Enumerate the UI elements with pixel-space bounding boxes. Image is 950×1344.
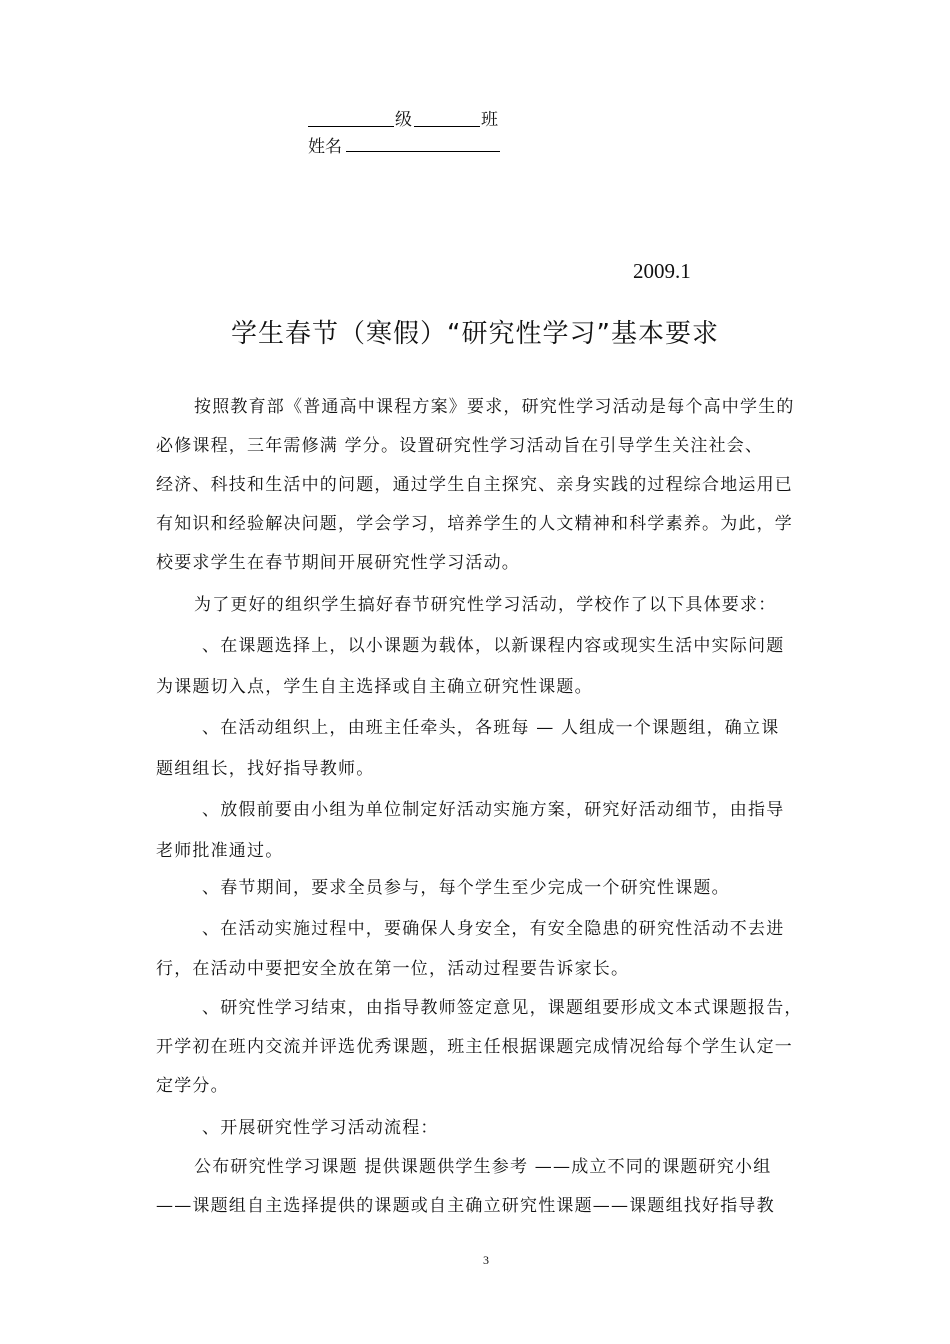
- text-line: 、研究性学习结束，由指导教师签定意见，课题组要形成文本式课题报告，: [202, 998, 803, 1018]
- text-line: 、放假前要由小组为单位制定好活动实施方案，研究好活动细节，由指导: [202, 800, 785, 820]
- text-line: 、在课题选择上，以小课题为载体，以新课程内容或现实生活中实际问题: [202, 636, 785, 656]
- name-label: 姓名: [308, 137, 342, 157]
- text-line: 按照教育部《普通高中课程方案》要求，研究性学习活动是每个高中学生的: [194, 397, 795, 417]
- text-line: 题组组长，找好指导教师。: [156, 759, 375, 779]
- text-line: 有知识和经验解决问题，学会学习，培养学生的人文精神和科学素养。为此，学: [156, 514, 793, 534]
- grade-blank: [308, 110, 394, 127]
- text-line: 、春节期间，要求全员参与，每个学生至少完成一个研究性课题。: [202, 878, 730, 898]
- text-line: 开学初在班内交流并评选优秀课题，班主任根据课题完成情况给每个学生认定一: [156, 1037, 793, 1057]
- page-number: 3: [483, 1253, 489, 1267]
- text-line: 为了更好的组织学生搞好春节研究性学习活动，学校作了以下具体要求：: [194, 595, 777, 615]
- class-label: 班: [481, 110, 498, 130]
- text-line: ——课题组自主选择提供的课题或自主确立研究性课题——课题组找好指导教: [156, 1196, 775, 1216]
- text-line: 老师批准通过。: [156, 841, 284, 861]
- text-line: 、在活动组织上，由班主任牵头，各班每 — 人组成一个课题组，确立课: [202, 718, 780, 738]
- text-line: 行，在活动中要把安全放在第一位，活动过程要告诉家长。: [156, 959, 630, 979]
- document-date: 2009.1: [633, 259, 691, 283]
- text-line: 、开展研究性学习活动流程：: [202, 1118, 439, 1138]
- text-line: 经济、科技和生活中的问题，通过学生自主探究、亲身实践的过程综合地运用已: [156, 475, 793, 495]
- text-line: 必修课程，三年需修满 学分。设置研究性学习活动旨在引导学生关注社会、: [156, 436, 764, 456]
- text-line: 为课题切入点，学生自主选择或自主确立研究性课题。: [156, 677, 593, 697]
- grade-label: 级: [395, 110, 412, 130]
- text-line: 公布研究性学习课题 提供课题供学生参考 ——成立不同的课题研究小组: [194, 1157, 772, 1177]
- class-blank: [414, 110, 480, 127]
- text-line: 定学分。: [156, 1076, 229, 1096]
- text-line: 、在活动实施过程中，要确保人身安全，有安全隐患的研究性活动不去进: [202, 919, 785, 939]
- name-blank: [346, 135, 500, 152]
- page-title: 学生春节（寒假）“研究性学习”基本要求: [231, 319, 719, 349]
- text-line: 校要求学生在春节期间开展研究性学习活动。: [156, 553, 520, 573]
